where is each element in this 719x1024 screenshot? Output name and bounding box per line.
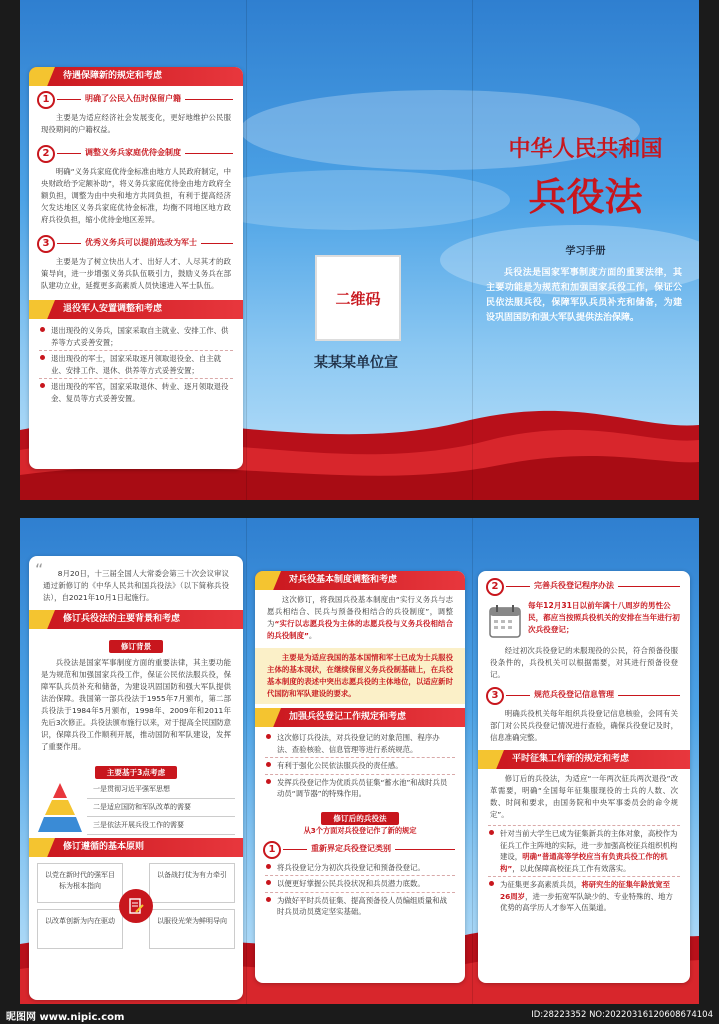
section-title: 对兵役基本制度调整和考虑 [289,575,398,585]
list-item: 退出现役的义务兵，国家采取自主就业、安排工作、供养等方式妥善安置； [29,323,243,350]
list-item: 退出现役的军官，国家采取退休、转业、逐月领取退役金、复员等方式妥善安置。 [29,379,243,406]
system-card [255,571,465,983]
list-item: 发挥兵役登记作为优质兵员征集“蓄水池”和战时兵员动员“调节器”的特殊作用。 [255,775,465,802]
number-badge: 2 [37,145,55,163]
highlight-text: “实行以志愿兵役为主体的志愿兵役与义务兵役相结合的兵役制度” [267,619,453,640]
principle-box: 以党在新时代的强军目标为根本指向 [37,863,123,903]
number-badge: 3 [486,687,504,705]
section-header [29,838,243,857]
list-item: 以便更好掌握公民兵役状况和兵员潜力底数。 [255,876,465,892]
paragraph: 兵役法是国家军事制度方面的重要法律，其主要功能是为规范和加强国家兵役工作，保证公民依法服兵役，保障军队兵员补充和储备，为建设巩固国防和强大军队提供法治保障。我国第一部兵役法于1955年7月颁布，第二部兵役法于1984年5月颁布，1998年、2009年和2011年先后3次修正。兵役法颁布施行以来，对于提高全民国防意识，保障兵役工作顺利开展，推动国防和军队建设，发挥了重要作用。 [41,658,231,751]
list-item [478,826,690,876]
subsection-title: 调整义务兵家庭优待金制度 [81,147,185,158]
paragraph: 明确“义务兵家庭优待金标准由地方人民政府制定，中央财政给予定额补助”，将义务兵家庭优待金由地方政府全额负担，调整为由中央和地方共同负担，有利于提高经济欠发达地区义务兵家庭优待金标准，均衡不同地区地方政府兵役负担，缩小优待金地区差异。 [41,167,231,224]
paragraph-text: 这次修订，将我国兵役基本制度由“实行义务兵与志愿兵相结合、民兵与预备役相结合的兵役制度”，调整为 [267,595,453,628]
fold-line [472,518,473,1004]
registration-card [478,571,690,983]
calendar-note [478,597,690,643]
subsection-2 [29,144,243,164]
section-title: 待遇保障新的规定和考虑 [63,71,163,81]
subsection-2 [478,577,690,597]
subsection-3 [478,686,690,706]
benefits-card [29,67,243,469]
quote-block [35,560,235,606]
section-header [478,750,690,769]
list-text: 为征集更多高素质兵员， [500,880,582,889]
quote-text: 8月20日，十三届全国人大常委会第三十次会议审议通过新修订的《中华人民共和国兵役法》（以下简称兵役法），自2021年10月1日起施行。 [43,569,229,602]
pyramid-labels [87,781,235,835]
brochure-front [20,0,699,500]
highlight-block: 主要是为适应我国的基本国情和军士已成为士兵服役主体的基本现状，在继续保留义务兵役制基础上，在兵役基本制度的表述中突出志愿兵役的主体地位，以适应新时代国防和军队建设的要求。 [255,648,465,704]
background-card [29,556,243,1000]
label-pill: 修订背景 [109,640,163,653]
list-text: ，以此保障高校征兵工作有效落实。 [512,863,631,873]
paragraph: 经过初次兵役登记的未服现役的公民，符合预备役服役条件的，兵役机关可以根据需要，对其进行预备役登记。 [490,646,678,679]
brochure-back [20,518,699,1004]
pyramid-item: 一是贯彻习近平强军思想 [87,781,235,799]
principle-box: 以备战打仗为有力牵引 [149,863,235,903]
subsection-1 [29,90,243,110]
number-badge: 1 [263,841,281,859]
subsection-title: 明确了公民入伍时保留户籍 [81,93,185,104]
fold-line [246,0,247,500]
law-description: 兵役法是国家军事制度方面的重要法律，其主要功能是为规范和加强国家兵役工作，保证公民依法服兵役，保障军队兵员补充和储备，为建设巩固国防和强大军队提供法治保障。 [486,268,682,323]
list-item [478,877,690,916]
number-badge: 3 [37,235,55,253]
paragraph-text: 。 [308,631,317,640]
document-pen-icon [119,889,153,923]
pyramid-item: 二是适应国防和军队改革的需要 [87,799,235,817]
section-title: 加强兵役登记工作规定和考虑 [289,712,407,722]
qr-code-placeholder [315,255,401,341]
paragraph: 明确兵役机关每年组织兵役登记信息核验，会同有关部门对公民兵役登记情况进行查验，确保兵役登记及时，信息准确完整。 [490,709,678,742]
subsection-title: 优秀义务兵可以提前选改为军士 [81,237,201,248]
highlight-text: 将研究生的征集年龄放宽至26周岁 [500,880,671,901]
law-title-line1: 中华人民共和国 [508,136,663,162]
list-item: 退出现役的军士，国家采取逐月领取退役金、自主就业、安排工作、退休、供养等方式妥善安置； [29,351,243,378]
section-header [255,708,465,727]
watermark-left: 昵图网 www.nipic.com [6,1012,125,1023]
label-pill: 修订后的兵役法 [321,812,398,825]
list-item: 将兵役登记分为初次兵役登记和预备役登记。 [255,860,465,876]
list-text: 针对当前大学生已成为征集新兵的主体对象，高校作为征兵工作主阵地的实际，进一步加强高校征兵组织机构建设， [500,829,678,861]
principles-grid [37,863,235,951]
pyramid-icon [37,781,83,833]
pyramid-diagram [37,781,235,835]
section-title: 退役军人安置调整和考虑 [63,304,163,314]
paragraph: 修订后的兵役法，为适应“一年两次征兵两次退役”改革需要，明确“全国每年征集服现役的士兵的人数、次数、时间和要求，由国务院和中央军事委员会的命令规定”。 [490,774,678,819]
calendar-icon [488,603,522,639]
paragraph: 主要是为适应经济社会发展变化，更好地维护公民服现役期间的户籍权益。 [41,113,231,134]
fold-line [246,518,247,1004]
number-badge: 2 [486,578,504,596]
list-item: 为做好平时兵员征集、提高预备役人员编组质量和战时兵员动员奠定坚实基础。 [255,893,465,920]
paragraph [255,590,465,644]
number-badge: 1 [37,91,55,109]
section-title: 修订遵循的基本原则 [63,842,145,852]
subsection-3 [29,234,243,254]
publisher-name: 某某某单位宣 [314,355,398,371]
handbook-subtitle: 学习手册 [565,246,606,257]
qr-label: 二维码 [335,289,381,308]
section-header [29,610,243,629]
list-text: ，进一步拓宽军队缺少的、专业特殊的、地方优势的高学历人才参军入伍渠道。 [500,891,673,912]
pyramid-item: 三是依法开展兵役工作的需要 [87,817,235,835]
section-title: 修订兵役法的主要背景和考虑 [63,614,181,624]
law-title-main: 兵役法 [528,174,643,219]
subsection-title: 规范兵役登记信息管理 [530,689,618,700]
subsection-title: 重新界定兵役登记类别 [307,843,395,854]
label-pill: 主要基于3点考虑 [95,766,177,779]
pill-subtitle: 从3个方面对兵役登记作了新的规定 [303,825,417,835]
principle-box: 以服役光荣为鲜明导向 [149,909,235,949]
section-header [29,300,243,319]
subsection-1 [255,840,465,860]
section-title: 平时征集工作新的规定和考虑 [512,754,630,764]
list-item: 有利于强化公民依法服兵役的责任感。 [255,758,465,774]
calendar-text: 每年12月31日以前年满十八周岁的男性公民，都应当按照兵役机关的安排在当年进行初次兵役登记； [528,601,680,634]
highlight-text: 明确“普通高等学校应当有负责兵役工作的机构” [500,852,668,873]
subsection-title: 完善兵役登记程序办法 [530,580,618,591]
watermark-right: ID:28223352 NO:20220316120608674104 [531,1010,713,1020]
section-header [29,67,243,86]
list-item: 这次修订兵役法，对兵役登记的对象范围、程序办法、查验核验、信息管理等进行系统规范。 [255,730,465,757]
principle-box: 以改革创新为内在驱动 [37,909,123,949]
section-header [255,571,465,590]
quote-open-icon: “ [35,560,44,579]
paragraph: 主要是为了树立快出人才、出好人才、人尽其才的政策导向，进一步增强义务兵队伍吸引力，鼓励义务兵在部队建功立业，延揽更多高素质人员快速进入军士队伍。 [41,257,231,290]
